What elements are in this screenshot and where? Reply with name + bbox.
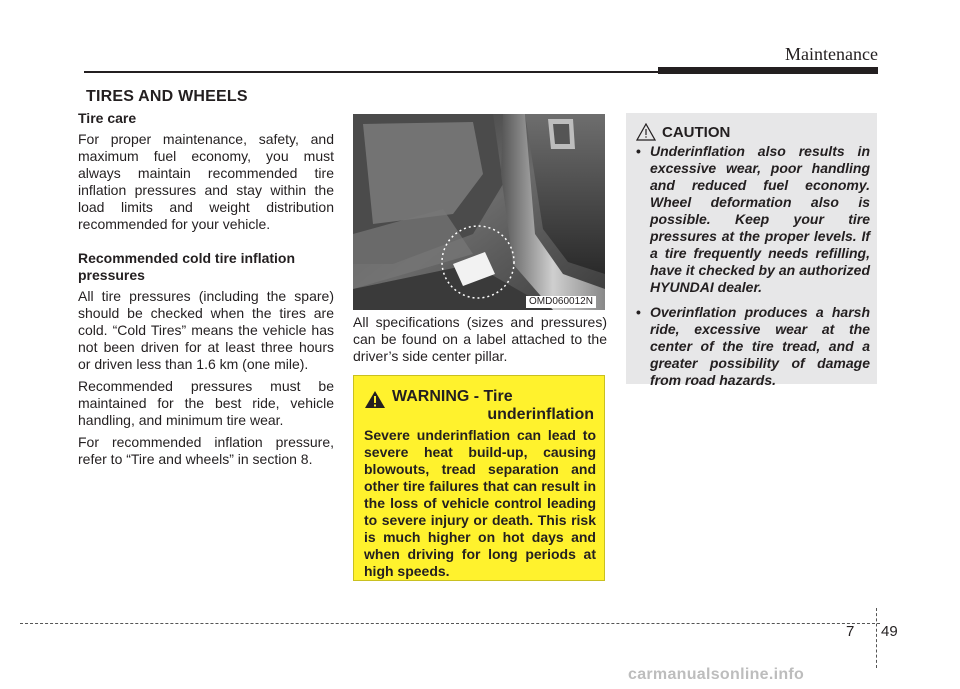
page-title: TIRES AND WHEELS [86,88,248,105]
page-number: 49 [881,623,898,640]
bullet-icon: • [636,143,641,159]
cold-pressure-paragraph-3: For recommended inflation pressure, refer to “Tire and wheels” in section 8. [78,434,334,467]
cold-pressure-heading: Recommended cold tire inflation pressures [78,250,296,283]
caution-item-text: Underinflation also results in excessive wear, poor handling and reduced fuel economy. Wheel deformation also is possible. Keep your tire pressures at the proper levels. If a tire frequently needs refilling, have it checked by an authorized HYUNDAI dealer. [650,143,870,295]
tire-care-paragraph: For proper maintenance, safety, and maximum fuel economy, you must always maintain recommended tire inflation pressures and stay within the load limits and weight distribution recommended for your vehicle. [78,131,334,232]
header-rule-thick [658,67,878,74]
door-pillar-photo [353,114,605,310]
section-title: Maintenance [785,44,878,64]
warning-title-continued: underinflation [487,406,594,423]
warning-box [353,375,605,581]
left-column [78,110,334,473]
caution-item-text: Overinflation produces a harsh ride, excessive wear at the center of the tire tread, and a greater possibility of damage from road hazards. [650,304,870,388]
photo-code-label: OMD060012N [526,296,596,308]
warning-text: Severe underinflation can lead to severe heat build-up, causing blowouts, tread separation and other tire failures that can result in the loss of vehicle control leading to severe injury or death. This risk is much higher on hot days and when driving for long periods at high speeds. [364,427,596,579]
cold-pressure-paragraph-2: Recommended pressures must be maintained for the best ride, vehicle handling, and minimum tire wear. [78,378,334,428]
footer-rule [20,623,880,624]
warning-triangle-icon [364,390,386,414]
header-rule [84,71,660,73]
specifications-paragraph: All specifications (sizes and pressures) can be found on a label attached to the driver’s side center pillar. [353,314,607,364]
caution-title: CAUTION [662,124,731,141]
watermark: carmanualsonline.info [628,666,805,683]
caution-box [626,113,877,388]
tire-care-heading: Tire care [78,110,137,126]
warning-title: WARNING - Tire [392,388,513,405]
cold-pressure-paragraph-1: All tire pressures (including the spare) should be checked when the tires are cold. “Cold Tires” means the vehicle has not been driven for at least three hours or driven less than 1.6 km (one mile). [78,288,334,372]
caution-item [634,304,870,389]
chapter-number: 7 [846,623,855,640]
caution-list [634,143,870,397]
caution-item [634,143,870,296]
footer-divider [876,608,877,668]
bullet-icon: • [636,304,641,320]
